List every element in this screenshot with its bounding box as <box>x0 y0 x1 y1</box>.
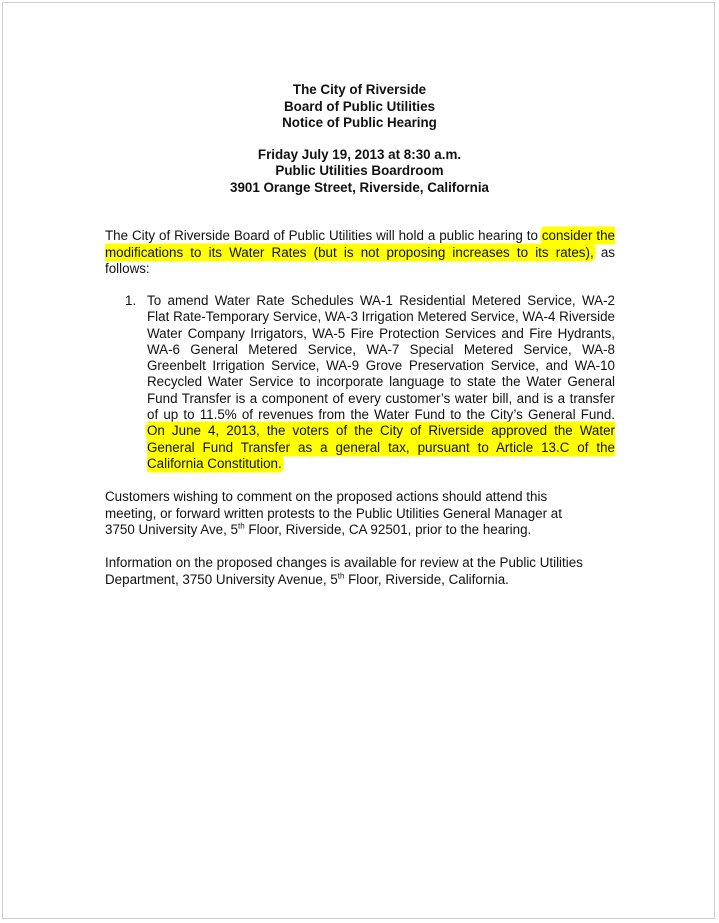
header-address: 3901 Orange Street, Riverside, California <box>230 179 489 195</box>
list-item-highlight: On June 4, 2013, the voters of the City of Riverside approved the Water General Fund Transfer as a general tax, pursuant to Article 13.C of the California Constitution. <box>147 423 615 471</box>
comment-address-end: Floor, Riverside, CA 92501, prior to the hearing. <box>244 522 532 538</box>
info-address-end: Floor, Riverside, California. <box>344 571 509 587</box>
amendment-list <box>125 293 615 472</box>
list-item-text: To amend Water Rate Schedules WA-1 Residential Metered Service, WA-2 Flat Rate-Temporary Service, WA-3 Irrigation Metered Service, WA-4 Riverside Water Company Irrigators, WA-5 Fire Protection Services and Fire Hydrants, WA-6 General Metered Service, WA-7 Special Metered Service, WA-8 Greenbelt Irrigation Service, WA-9 Grove Preservation Service, and WA-10 Recycled Water Service to incorporate language to state the Water General Fund Transfer is a component of every customer’s water bill, and is a transfer of up to 11.5% of revenues from the Water Fund to the City’s General Fund. <box>147 293 615 423</box>
comment-line-2: meeting, or forward written protests to the Public Utilities General Manager at <box>105 505 562 521</box>
intro-highlight: consider the modifications to its Water Rates (but is not proposing increases to its rates), <box>105 228 615 260</box>
list-item-number: 1. <box>125 293 137 308</box>
notice-header <box>0 82 719 196</box>
header-date: Friday July 19, 2013 at 8:30 a.m. <box>257 146 462 162</box>
comment-ordinal: th <box>238 521 245 531</box>
comment-line-1: Customers wishing to comment on the proposed actions should attend this <box>105 489 548 504</box>
header-notice: Notice of Public Hearing <box>282 115 437 130</box>
info-address-start: Department, 3750 University Avenue, 5 <box>105 571 338 587</box>
header-location: Public Utilities Boardroom <box>275 163 444 178</box>
header-city: The City of Riverside <box>292 82 427 97</box>
list-item <box>147 293 615 472</box>
intro-text-end: as follows: <box>105 244 615 277</box>
comment-paragraph <box>105 489 615 539</box>
header-gap <box>0 132 719 147</box>
info-line-1: Information on the proposed changes is available for review at the Public Utilities <box>105 555 583 570</box>
intro-text: The City of Riverside Board of Public Utilities will hold a public hearing to <box>105 228 542 243</box>
info-line-2 <box>105 572 615 589</box>
header-board: Board of Public Utilities <box>283 98 436 114</box>
intro-paragraph <box>105 228 615 278</box>
comment-line-3 <box>105 522 615 539</box>
info-ordinal: th <box>337 571 345 581</box>
comment-address-start: 3750 University Ave, 5 <box>105 522 238 538</box>
info-paragraph <box>105 555 615 588</box>
